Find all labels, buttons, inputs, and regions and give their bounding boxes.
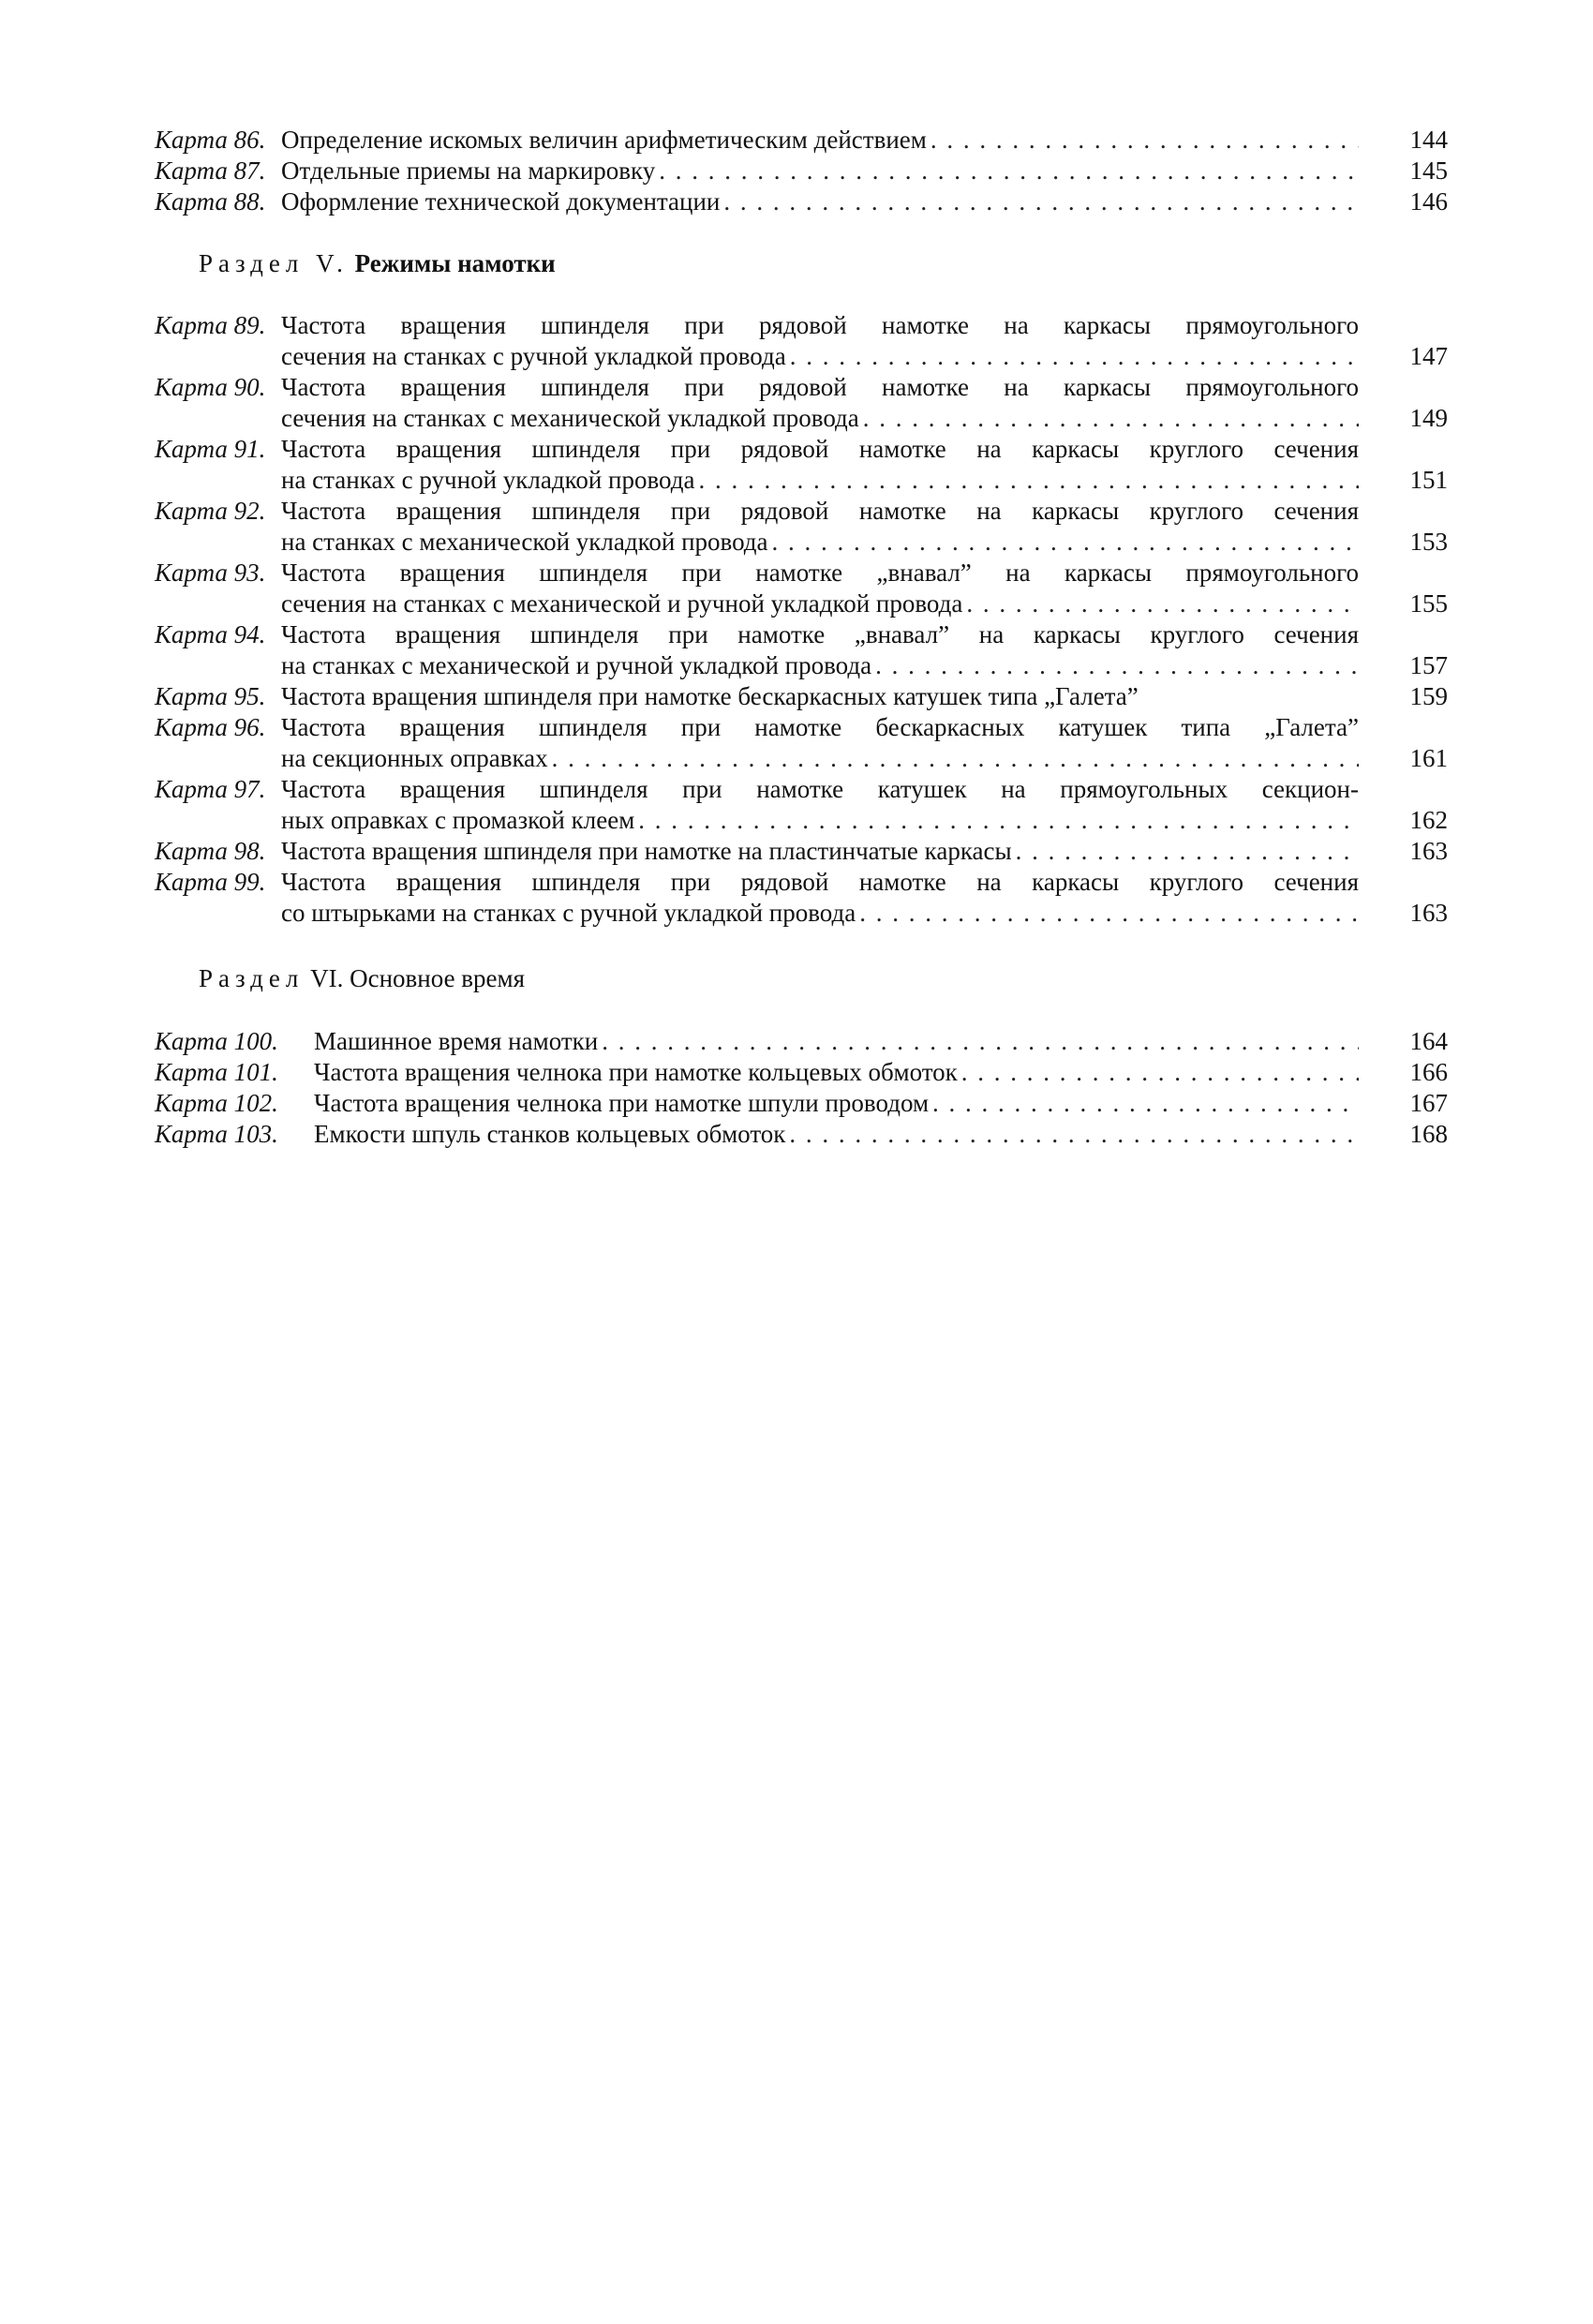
leader-dots [859,898,1359,929]
leader-dots [863,403,1359,434]
toc-entry-91 [155,434,1448,496]
leader-dots [930,125,1359,156]
toc-entry-89 [155,310,1448,372]
leader-dots [875,650,1359,681]
leader-dots [602,1026,1359,1057]
page-number: 146 [1409,187,1448,216]
entry-title-line1: Частота вращения шпинделя при рядовой намотке на каркасы круглого сечения [281,435,1359,463]
leader-dots [552,743,1359,774]
toc-entry-96 [155,712,1448,774]
entry-title-line1: Частота вращения шпинделя при намотке „внавал” на каркасы круглого сечения [281,620,1359,648]
toc-entry-99 [155,867,1448,929]
toc-entry-87 [155,156,1448,186]
leader-dots [772,527,1359,558]
page-number: 162 [1409,806,1448,834]
leader-dots [932,1088,1359,1119]
entry-title-line2: со штырьками на станках с ручной укладкой провода [281,899,856,927]
entry-title: Оформление технической документации [281,187,721,216]
toc-block-section-vi [155,1026,1448,1150]
entry-title: Машинное время намотки [314,1027,599,1055]
card-number: Карта 90. [155,373,266,401]
entry-title-line2: сечения на станках с ручной укладкой провода [281,342,786,370]
entry-title-line2: на станках с механической укладкой провода [281,528,768,556]
toc-entry-90 [155,372,1448,434]
toc-block-section-v [155,310,1448,929]
page-number: 163 [1409,837,1448,865]
entry-title: Частота вращения челнока при намотке шпули проводом [314,1089,930,1117]
card-number: Карта 88. [155,187,266,216]
leader-dots [790,341,1359,372]
card-number: Карта 94. [155,620,266,648]
card-number: Карта 91. [155,435,266,463]
toc-entry-93 [155,558,1448,619]
entry-title: Емкости шпуль станков кольцевых обмоток [314,1120,786,1148]
card-number: Карта 96. [155,713,266,741]
card-number: Карта 103. [155,1120,278,1148]
page-number: 151 [1409,466,1448,494]
toc-entry-98 [155,836,1448,867]
leader-dots [961,1057,1359,1088]
card-number: Карта 99. [155,868,266,896]
toc-entry-100 [155,1026,1448,1057]
leader-dots [659,156,1359,186]
section-heading-v [199,248,556,279]
entry-title: Частота вращения челнока при намотке кольцевых обмоток [314,1058,958,1086]
page-number: 167 [1409,1089,1448,1117]
entry-title-line2: ных оправках с промазкой клеем [281,806,635,834]
section-title: Режимы намотки [354,249,556,277]
card-number: Карта 93. [155,559,266,587]
entry-title-line1: Частота вращения шпинделя при рядовой намотке на каркасы круглого сечения [281,497,1359,525]
leader-dots [723,186,1359,217]
card-number: Карта 102. [155,1089,278,1117]
card-number: Карта 101. [155,1058,278,1086]
entry-title: Отдельные приемы на маркировку [281,156,656,185]
card-number: Карта 95. [155,682,266,710]
page-number: 164 [1409,1027,1448,1055]
toc-entry-86 [155,125,1448,156]
page-number: 163 [1409,899,1448,927]
page-number: 166 [1409,1058,1448,1086]
toc-entry-88 [155,186,1448,217]
page-number: 161 [1409,744,1448,772]
toc-entry-103 [155,1119,1448,1150]
page-number: 145 [1409,156,1448,185]
card-number: Карта 98. [155,837,266,865]
leader-dots [1016,836,1359,867]
page-number: 168 [1409,1120,1448,1148]
toc-block-previous [155,125,1448,217]
page-number: 144 [1409,126,1448,154]
page-number: 159 [1409,682,1448,710]
page-number: 149 [1409,404,1448,432]
entry-title-line1: Частота вращения шпинделя при рядовой намотке на каркасы прямоугольного [281,311,1359,339]
page-number: 153 [1409,528,1448,556]
entry-title-line2: на станках с ручной укладкой провода [281,466,695,494]
page-number: 155 [1409,589,1448,618]
card-number: Карта 87. [155,156,266,185]
entry-title-line1: Частота вращения шпинделя при намотке катушек на прямоугольных секцион- [281,775,1359,803]
entry-title-line1: Частота вращения шпинделя при намотке „внавал” на каркасы прямоугольного [281,559,1359,587]
toc-entry-94 [155,619,1448,681]
entry-title-line2: на секционных оправках [281,744,548,772]
leader-dots [966,588,1359,619]
entry-title-line1: Частота вращения шпинделя при рядовой намотке на каркасы круглого сечения [281,868,1359,896]
entry-title-line2: сечения на станках с механической укладкой провода [281,404,859,432]
toc-entry-101 [155,1057,1448,1088]
entry-title: Частота вращения шпинделя при намотке на пластинчатые каркасы [281,837,1012,865]
entry-title-line1: Частота вращения шпинделя при рядовой намотке на каркасы прямоугольного [281,373,1359,401]
entry-title: Определение искомых величин арифметическим действием [281,126,927,154]
card-number: Карта 92. [155,497,266,525]
section-label: Раздел V. [199,249,349,277]
entry-title-line2: сечения на станках с механической и ручной укладкой провода [281,589,963,618]
section-title: VI. Основное время [310,964,526,992]
leader-dots [638,805,1359,836]
toc-entry-92 [155,496,1448,558]
card-number: Карта 86. [155,126,266,154]
card-number: Карта 97. [155,775,266,803]
page-number: 147 [1409,342,1448,370]
section-heading-vi [199,963,525,994]
toc-entry-95 [155,681,1448,712]
card-number: Карта 89. [155,311,266,339]
leader-dots [699,465,1360,496]
card-number: Карта 100. [155,1027,278,1055]
leader-dots [789,1119,1359,1150]
entry-title-line1: Частота вращения шпинделя при намотке бескаркасных катушек типа „Галета” [281,713,1359,741]
toc-entry-102 [155,1088,1448,1119]
section-label: Раздел [199,964,305,992]
page-number: 157 [1409,651,1448,679]
entry-title-line2: на станках с механической и ручной укладкой провода [281,651,872,679]
toc-entry-97 [155,774,1448,836]
entry-title: Частота вращения шпинделя при намотке бескаркасных катушек типа „Галета” [281,682,1139,710]
